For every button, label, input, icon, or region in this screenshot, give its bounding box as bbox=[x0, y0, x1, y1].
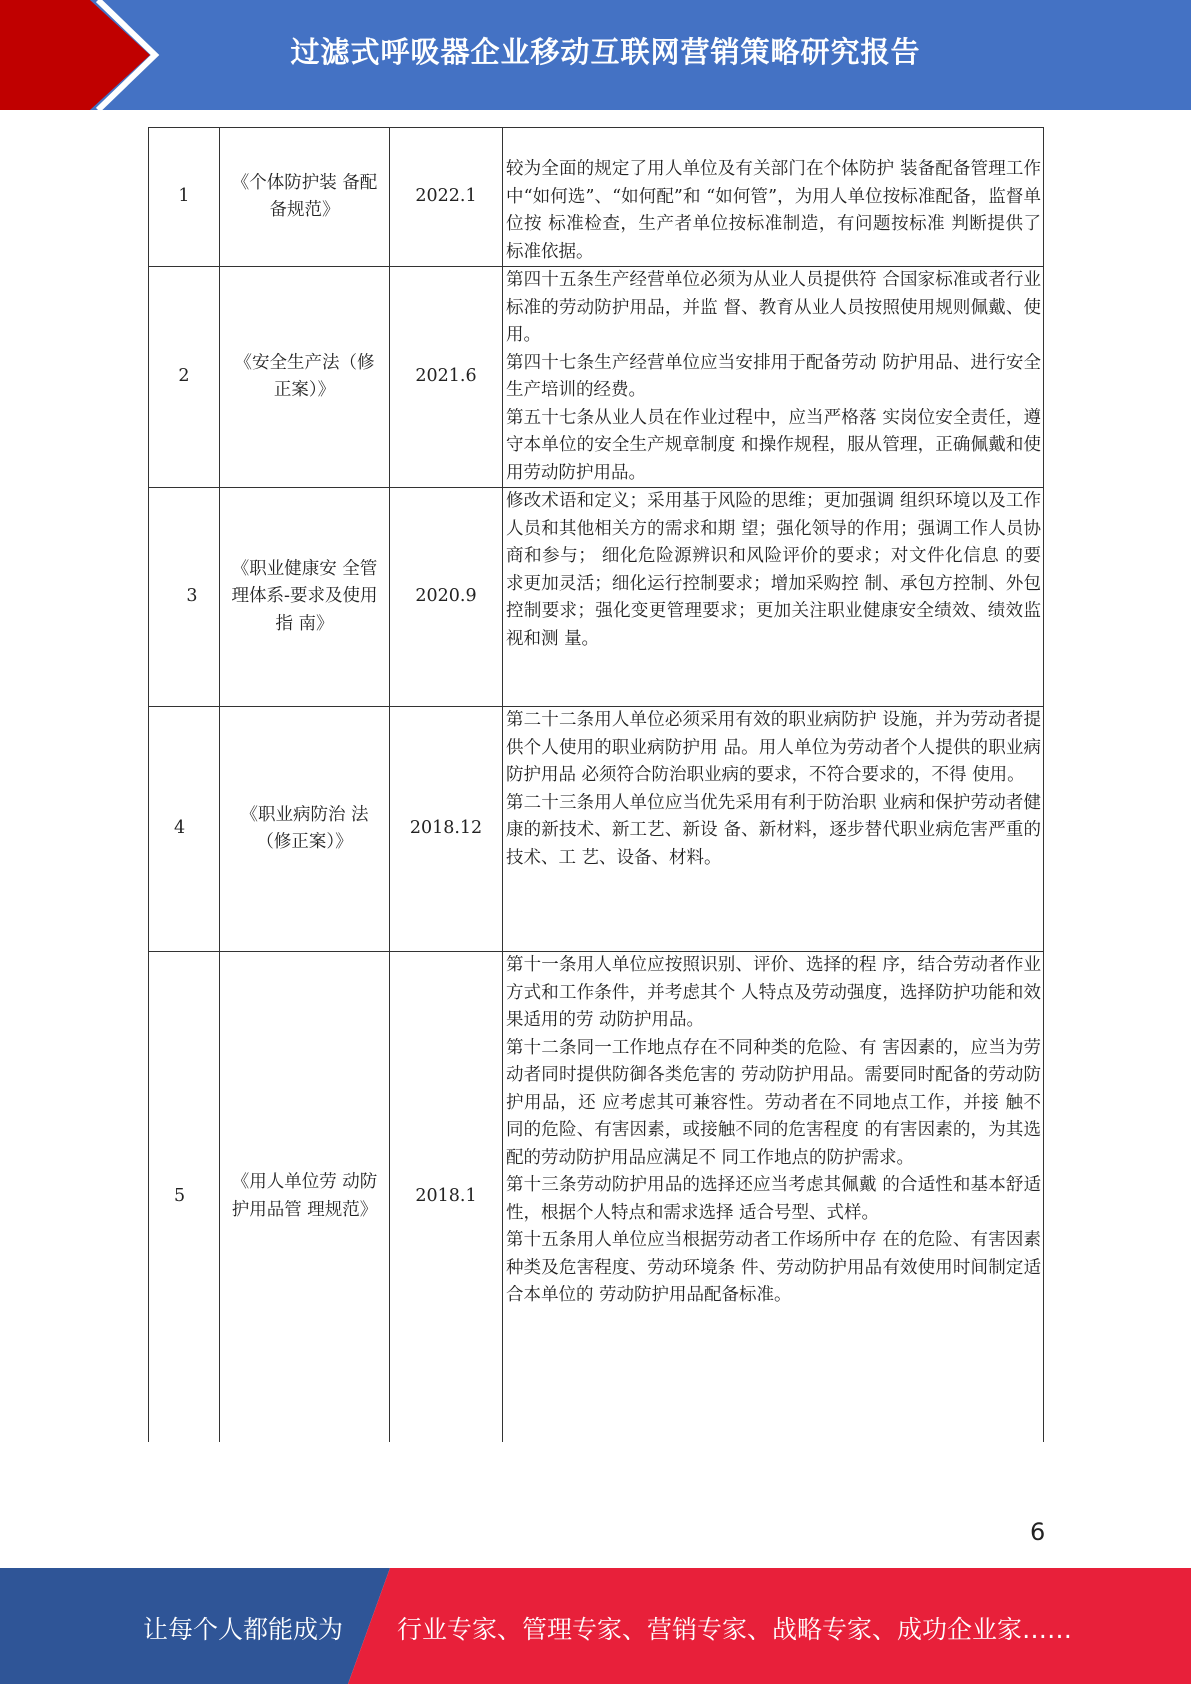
regulation-content bbox=[503, 952, 1044, 1442]
footer-banner bbox=[0, 1568, 1191, 1684]
content-paragraph: 第十五条用人单位应当根据劳动者工作场所中存 在的危险、有害因素种类及危害程度、劳动环境条 件、劳动防护用品有效使用时间制定适合本单位的 劳动防护用品配备标准。 bbox=[506, 1230, 1041, 1305]
regulation-name: 《职业健康安 全管理体系-要求及使用指 南》 bbox=[220, 488, 390, 707]
table-row bbox=[149, 488, 1044, 707]
footer-slogan-left: 让每个人都能成为 bbox=[143, 1615, 344, 1644]
table-row bbox=[149, 128, 1044, 267]
content-paragraph: 修改术语和定义；采用基于风险的思维；更加强调 组织环境以及工作人员和其他相关方的需求和期 望；强化领导的作用；强调工作人员协商和参与； 细化危险源辨识和风险评价的要求；对文件化信息 的要求更加灵活；细化运行控制要求；增加采购控 制、承包方控制、外包控制要求；强化变更管理要求；更加关注职业健康安全绩效、绩效监视和测 量。 bbox=[506, 491, 1041, 649]
row-index: 4 bbox=[149, 707, 220, 952]
content-paragraph: 第四十五条生产经营单位必须为从业人员提供符 合国家标准或者行业标准的劳动防护用品，并监 督、教育从业人员按照使用规则佩戴、使用。 bbox=[506, 270, 1041, 345]
content-paragraph: 第十二条同一工作地点存在不同种类的危险、有 害因素的，应当为劳动者同时提供防御各类危害的 劳动防护用品。需要同时配备的劳动防护用品，还 应考虑其可兼容性。劳动者在不同地点工作，并接 触不同的危险、有害因素，或接触不同的危害程度 的有害因素的，为其选配的劳动防护用品应满足不 同工作地点的防护需求。 bbox=[506, 1037, 1041, 1168]
table-row bbox=[149, 707, 1044, 952]
regulation-content bbox=[503, 707, 1044, 952]
regulation-date: 2021.6 bbox=[390, 267, 503, 488]
row-index: 2 bbox=[149, 267, 220, 488]
regulation-date: 2018.1 bbox=[390, 952, 503, 1442]
content-paragraph: 第五十七条从业人员在作业过程中，应当严格落 实岗位安全责任，遵守本单位的安全生产规章制度 和操作规程，服从管理，正确佩戴和使用劳动防护用品。 bbox=[506, 407, 1041, 483]
regulation-content bbox=[503, 267, 1044, 488]
content-paragraph: 第四十七条生产经营单位应当安排用于配备劳动 防护用品、进行安全生产培训的经费。 bbox=[506, 352, 1041, 400]
regulation-date: 2022.1 bbox=[390, 128, 503, 267]
table-row bbox=[149, 952, 1044, 1442]
content-paragraph: 第二十二条用人单位必须采用有效的职业病防护 设施，并为劳动者提供个人使用的职业病防护用 品。用人单位为劳动者个人提供的职业病防护用品 必须符合防治职业病的要求，不符合要求的，不得 使用。 bbox=[506, 710, 1041, 785]
content-spacer bbox=[506, 1310, 1041, 1415]
regulation-date: 2020.9 bbox=[390, 488, 503, 707]
footer-slogan-right: 行业专家、管理专家、营销专家、战略专家、成功企业家…… bbox=[397, 1615, 1073, 1644]
table-row bbox=[149, 267, 1044, 488]
regulation-name: 《用人单位劳 动防护用品管 理规范》 bbox=[220, 952, 390, 1442]
content-paragraph: 第十三条劳动防护用品的选择还应当考虑其佩戴 的合适性和基本舒适性，根据个人特点和需求选择 适合号型、式样。 bbox=[506, 1175, 1041, 1223]
content-paragraph: 较为全面的规定了用人单位及有关部门在个体防护 装备配备管理工作中“如何选”、“如何配”和 “如何管”，为用人单位按标准配备，监督单位按 标准检查，生产者单位按标准制造，有问题按标准 判断提供了标准依据。 bbox=[506, 159, 1041, 262]
header-banner bbox=[0, 0, 1191, 110]
regulation-date: 2018.12 bbox=[390, 707, 503, 952]
content-paragraph: 第十一条用人单位应按照识别、评价、选择的程 序，结合劳动者作业方式和工作条件，并考虑其个 人特点及劳动强度，选择防护功能和效果适用的劳 动防护用品。 bbox=[506, 955, 1041, 1030]
regulation-content bbox=[503, 128, 1044, 267]
regulation-name: 《个体防护装 备配备规范》 bbox=[220, 128, 390, 267]
regulation-content bbox=[503, 488, 1044, 707]
regulation-name: 《职业病防治 法（修正案）》 bbox=[220, 707, 390, 952]
content-paragraph: 第二十三条用人单位应当优先采用有利于防治职 业病和保护劳动者健康的新技术、新工艺、新设 备、新材料，逐步替代职业病危害严重的技术、工 艺、设备、材料。 bbox=[506, 792, 1041, 868]
regulations-table bbox=[148, 127, 1044, 1442]
row-index: 1 bbox=[149, 128, 220, 267]
regulation-name: 《安全生产法（修正案）》 bbox=[220, 267, 390, 488]
row-index: 3 bbox=[149, 488, 220, 707]
page-number: 6 bbox=[1030, 1518, 1046, 1546]
row-index: 5 bbox=[149, 952, 220, 1442]
page-title: 过滤式呼吸器企业移动互联网营销策略研究报告 bbox=[290, 34, 921, 69]
